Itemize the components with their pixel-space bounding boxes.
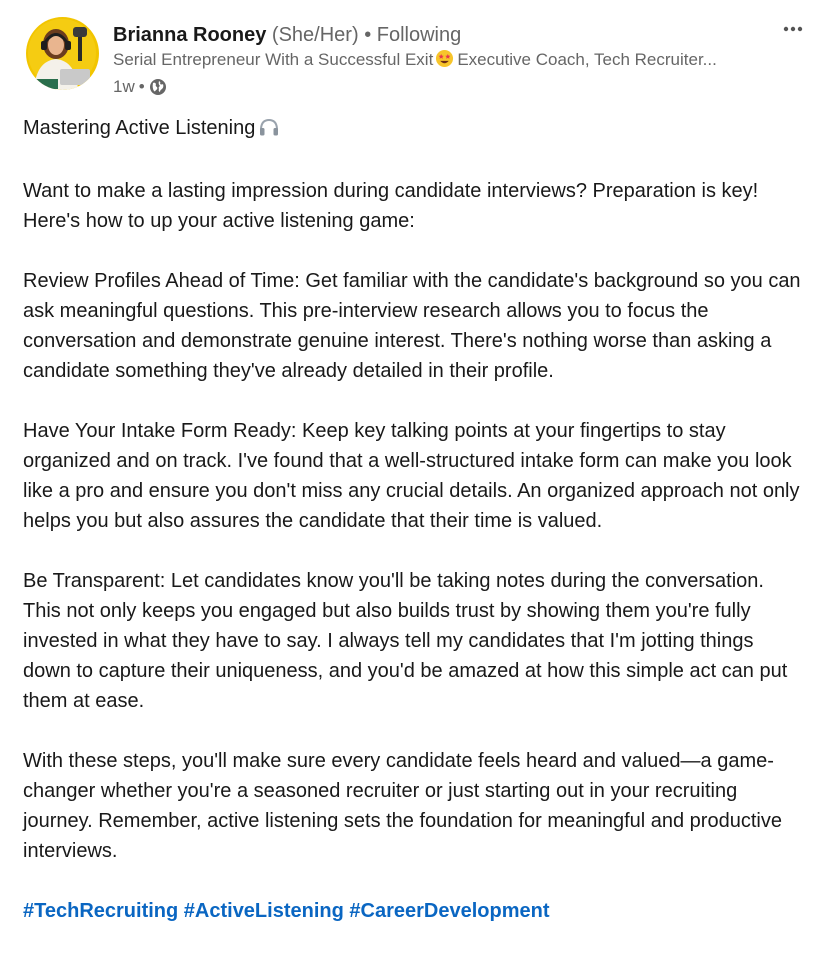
post-time[interactable]: 1w [113,77,135,96]
post-paragraph-intro: Want to make a lasting impression during candidate interviews? Preparation is key! Here's how to up your active listening game: [23,180,759,232]
separator-dot: • [364,24,372,46]
avatar-photo [26,17,99,90]
hashtag-tech-recruiting[interactable]: #TechRecruiting [23,900,179,922]
post-meta [113,76,753,98]
more-options-icon [783,26,803,32]
post-paragraph-be-transparent: Be Transparent: Let candidates know you'll be taking notes during the conversation. This not only keeps you engaged but also builds trust by showing them you're fully invested in what they have to say. I always tell my candidates that I'm jotting things down to capture their uniqueness, and you'd be amazed at how this simple act can put them at ease. [23,570,788,712]
headphones-icon [258,116,280,146]
post-paragraph-conclusion: With these steps, you'll make sure every candidate feels heard and valued—a game-changer whether you're a seasoned recruiter or just starting out in your recruiting journey. Remember, active listening sets the foundation for meaningful and productive interviews. [23,750,782,862]
more-options-button[interactable] [778,18,808,40]
post-header [26,17,786,97]
hashtag-career-development[interactable]: #CareerDevelopment [349,900,550,922]
star-struck-emoji-icon [435,49,454,74]
author-name[interactable]: Brianna Rooney [113,24,267,46]
post-body [23,113,803,926]
post-paragraph-intake-form: Have Your Intake Form Ready: Keep key talking points at your fingertips to stay organized and on track. I've found that a well-structured intake form can make you look like a pro and ensure you don't miss any crucial details. An organized approach not only helps you but also assures the candidate that their time is valued. [23,420,800,532]
paragraph-gap [23,536,803,566]
follow-status: Following [376,24,462,46]
paragraph-gap [23,866,803,896]
paragraph-gap [23,236,803,266]
author-pronouns: (She/Her) [271,24,359,46]
headline-text-part1: Serial Entrepreneur With a Successful Exit [113,50,434,69]
post-title-text: Mastering Active Listening [23,117,256,139]
meta-separator-dot: • [138,77,145,96]
hashtag-list [23,896,803,926]
author-info [113,22,753,98]
paragraph-gap [23,716,803,746]
globe-icon [149,78,167,96]
post-paragraph-review-profiles: Review Profiles Ahead of Time: Get familiar with the candidate's background so you can ask meaningful questions. This pre-interview research allows you to focus the conversation and demonstrate genuine interest. There's nothing worse than asking a candidate something they've already detailed in their profile. [23,270,801,382]
author-avatar[interactable] [26,17,99,90]
post-title [23,113,803,146]
author-headline [113,49,733,74]
hashtag-active-listening[interactable]: #ActiveListening [183,900,344,922]
paragraph-gap [23,386,803,416]
author-line [113,22,753,48]
paragraph-gap [23,146,803,176]
headline-text-part2: Executive Coach, Tech Recruiter... [457,50,717,69]
